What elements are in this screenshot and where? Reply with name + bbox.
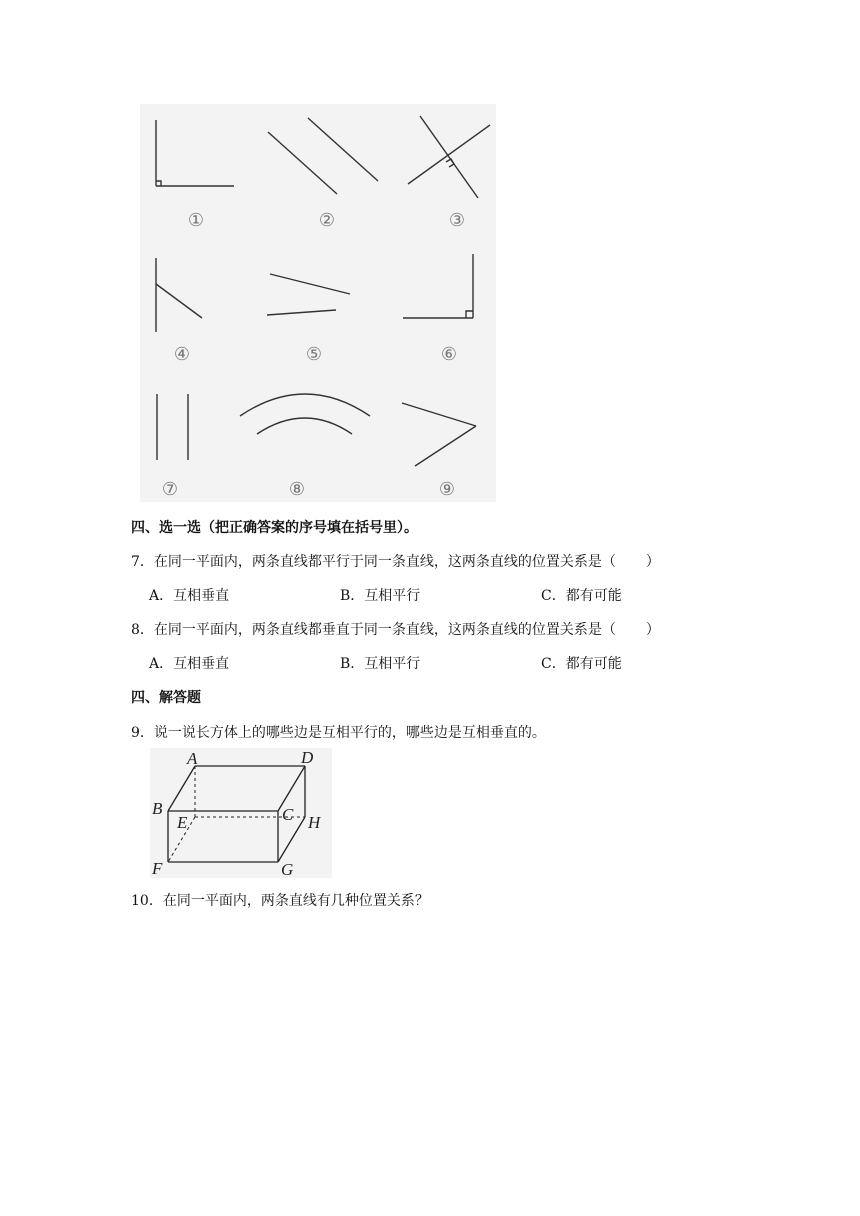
diagram-label-7: ⑦: [161, 479, 179, 500]
question-7-option-b: B．互相平行: [340, 588, 421, 604]
vertex-label-c: C: [282, 805, 294, 824]
vertex-label-g: G: [281, 860, 294, 878]
question-10-text: 在同一平面内，两条直线有几种位置关系？: [162, 893, 429, 909]
question-9-text: 说一说长方体上的哪些边是互相平行的，哪些边是互相垂直的。: [153, 725, 546, 741]
diagram-label-5: ⑤: [305, 344, 323, 365]
question-7: [131, 551, 660, 571]
question-7-option-a: A．互相垂直: [149, 588, 230, 604]
question-8-option-c: C．都有可能: [541, 656, 622, 672]
question-10: [131, 890, 429, 910]
cuboid-figure: [150, 748, 332, 878]
diagram-label-3: ③: [448, 210, 466, 231]
diagram-label-1: ①: [187, 210, 205, 231]
question-7-option-c: C．都有可能: [541, 588, 622, 604]
cuboid-diagram: [150, 748, 332, 878]
vertex-label-a: A: [187, 749, 198, 768]
line-diagrams: [140, 104, 496, 502]
diagram-2-parallel-diagonals: [268, 118, 378, 194]
diagram-label-2: ②: [318, 210, 336, 231]
diagram-3-perpendicular-cross: [408, 116, 490, 198]
question-8-number: 8．: [131, 622, 154, 638]
vertex-label-d: D: [301, 748, 314, 767]
diagram-5-converging-lines: [267, 274, 350, 315]
question-7-close: ）: [645, 554, 660, 570]
vertex-label-e: E: [177, 813, 188, 832]
diagram-label-6: ⑥: [440, 344, 458, 365]
question-8: [131, 619, 660, 639]
diagram-6-right-angle: [403, 254, 473, 318]
vertex-label-b: B: [152, 799, 163, 818]
diagram-7-parallel-verticals: [157, 394, 188, 460]
question-8-option-b: B．互相平行: [340, 656, 421, 672]
question-9-number: 9．: [131, 725, 154, 741]
vertex-label-h: H: [308, 813, 321, 832]
question-9: [131, 722, 546, 742]
line-relationship-figure: [140, 104, 496, 502]
section-heading-choice: 四、选一选（把正确答案的序号填在括号里）。: [131, 520, 418, 536]
diagram-8-arcs: [240, 394, 370, 434]
diagram-label-9: ⑨: [438, 479, 456, 500]
diagram-9-angle: [402, 403, 476, 466]
question-8-text: 在同一平面内，两条直线都垂直于同一条直线，这两条直线的位置关系是（: [153, 622, 616, 638]
vertex-label-f: F: [152, 859, 163, 878]
question-7-number: 7．: [131, 554, 154, 570]
diagram-label-8: ⑧: [288, 479, 306, 500]
question-8-close: ）: [645, 622, 660, 638]
section-heading-answer: 四、解答题: [131, 690, 201, 706]
diagram-1-right-angle: [156, 120, 234, 186]
question-8-option-a: A．互相垂直: [149, 656, 230, 672]
question-7-text: 在同一平面内，两条直线都平行于同一条直线，这两条直线的位置关系是（: [153, 554, 616, 570]
diagram-label-4: ④: [173, 344, 191, 365]
question-10-number: 10．: [131, 893, 163, 909]
diagram-4-angle: [156, 258, 202, 332]
